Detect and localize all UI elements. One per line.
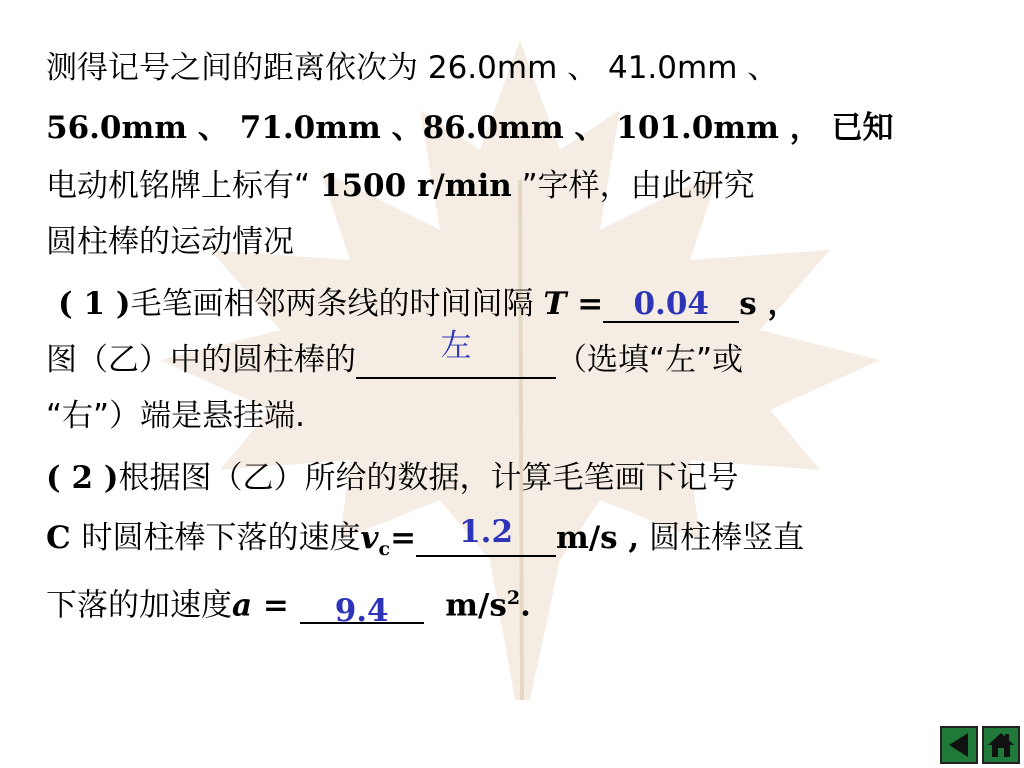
q2-line-2: C 时圆柱棒下落的速度$v_c= 1.2$ m/s , 圆柱棒竖直 xyxy=(46,514,805,561)
q1-prefix: ( 1 ) xyxy=(58,286,131,322)
back-button[interactable] xyxy=(940,726,978,764)
home-icon xyxy=(984,728,1018,762)
answer-a-blank xyxy=(300,588,424,630)
answer-T: 0.04 xyxy=(633,286,709,322)
var-T: T xyxy=(543,286,567,322)
q1-line-1: ( 1 )毛笔画相邻两条线的时间间隔 T = 0.04 s ， xyxy=(58,286,799,322)
home-button[interactable] xyxy=(982,726,1020,764)
q2-line-3: 下落的加速度a = 9.4 $m/s^2$. xyxy=(46,587,531,630)
paragraph-line-2: 56.0mm 、 71.0mm 、86.0mm 、 101.0mm ， 已知 xyxy=(46,110,894,146)
answer-side: 左 xyxy=(440,328,472,364)
paragraph-line-3: 电动机铭牌上标有“ 1500 r/min ”字样，由此研究 xyxy=(46,168,755,204)
q1-line-3: “右”）端是悬挂端. xyxy=(46,398,305,434)
q2-prefix: ( 2 ) xyxy=(46,460,119,496)
answer-a: 9.4 xyxy=(334,593,389,630)
var-v: v xyxy=(360,520,379,556)
answer-side-blank xyxy=(356,328,556,379)
q2-line-1: ( 2 )根据图（乙）所给的数据，计算毛笔画下记号 xyxy=(46,460,739,496)
answer-v-blank xyxy=(416,514,556,557)
paragraph-line-1: 测得记号之间的距离依次为 26.0mm 、 41.0mm 、 xyxy=(46,50,779,86)
triangle-left-icon xyxy=(942,728,976,762)
paragraph-line-4: 圆柱棒的运动情况 xyxy=(46,224,294,260)
answer-v: 1.2 xyxy=(459,514,514,550)
answer-T-blank xyxy=(603,287,739,323)
var-a: a xyxy=(232,587,253,624)
q1-line-2: 图（乙）中的圆柱棒的 左 （选填“左”或 xyxy=(46,328,744,378)
